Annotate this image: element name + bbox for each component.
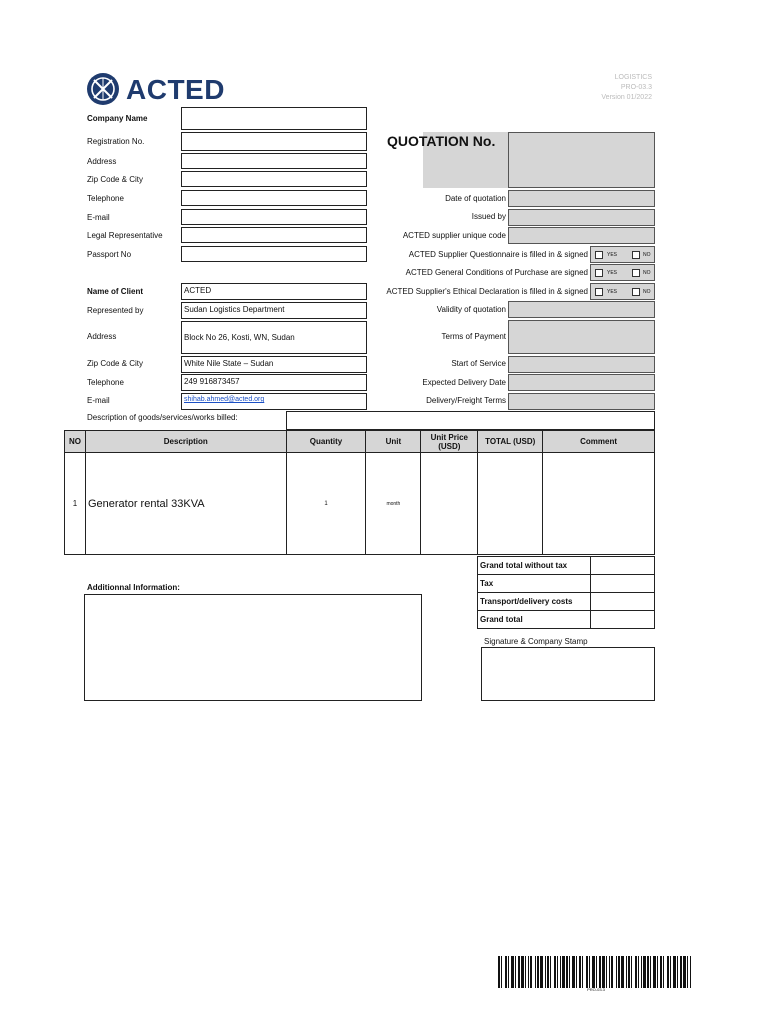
questionnaire-no-checkbox[interactable]: [632, 251, 640, 259]
issued-by-label: Issued by: [471, 212, 506, 221]
barcode-bar: [545, 956, 546, 988]
delivery-date-field[interactable]: [508, 374, 655, 391]
additional-info-field[interactable]: [84, 594, 422, 701]
barcode-bar: [554, 956, 556, 988]
doc-ref-line: PRO-03.3: [620, 84, 652, 91]
telephone-label: Telephone: [87, 194, 124, 203]
passport-field[interactable]: [181, 246, 367, 262]
payment-field[interactable]: [508, 320, 655, 354]
conditions-no-checkbox[interactable]: [632, 269, 640, 277]
delivery-date-label: Expected Delivery Date: [422, 378, 506, 387]
barcode-bar: [589, 956, 590, 988]
barcode-bar: [606, 956, 607, 988]
validity-label: Validity of quotation: [436, 305, 506, 314]
totals-row: [478, 575, 655, 593]
client-email-label: E-mail: [87, 396, 110, 405]
additional-info-label: Additionnal Information:: [87, 583, 180, 592]
barcode-bar: [683, 956, 686, 988]
barcode-bar: [569, 956, 570, 988]
passport-label: Passport No: [87, 250, 132, 259]
barcode-bar: [557, 956, 558, 988]
quotation-title: QUOTATION No.: [387, 133, 496, 149]
client-zip-label: Zip Code & City: [87, 359, 144, 368]
start-label: Start of Service: [451, 359, 506, 368]
row-comment[interactable]: [543, 453, 655, 555]
zip-city-label: Zip Code & City: [87, 175, 144, 184]
row-total[interactable]: [478, 453, 543, 555]
row-unit-price[interactable]: [421, 453, 478, 555]
client-name-field[interactable]: ACTED: [181, 283, 367, 300]
barcode-bar: [505, 956, 507, 988]
barcode: [498, 956, 694, 996]
ethical-label: ACTED Supplier's Ethical Declaration is filled in & signed: [386, 287, 588, 296]
barcode-bar: [537, 956, 539, 988]
transport-value[interactable]: [590, 593, 654, 611]
barcode-bar: [635, 956, 637, 988]
row-unit[interactable]: month: [366, 453, 421, 555]
barcode-bar: [525, 956, 526, 988]
doc-ref-line: Version 01/2022: [601, 94, 652, 101]
col-description-header: Description: [85, 431, 286, 453]
row-quantity[interactable]: 1: [286, 453, 366, 555]
no-label: NO: [643, 270, 651, 276]
barcode-bar: [508, 956, 509, 988]
barcode-bar: [687, 956, 688, 988]
client-telephone-label: Telephone: [87, 378, 124, 387]
barcode-bar: [550, 956, 551, 988]
client-telephone-field[interactable]: 249 916873457: [181, 374, 367, 391]
barcode-icon: [498, 956, 694, 988]
zip-city-field[interactable]: [181, 171, 367, 187]
barcode-bar: [650, 956, 651, 988]
totals-row: [478, 611, 655, 629]
client-email-link[interactable]: shihab.ahmed@acted.org: [184, 396, 265, 403]
col-total-header: TOTAL (USD): [478, 431, 543, 453]
yes-label: YES: [607, 270, 618, 276]
barcode-bar: [586, 956, 588, 988]
email-field[interactable]: [181, 209, 367, 225]
address-field[interactable]: [181, 153, 367, 169]
barcode-bar: [618, 956, 620, 988]
unique-code-label: ACTED supplier unique code: [402, 231, 506, 240]
barcode-bar: [609, 956, 610, 988]
col-unit-price-header: Unit Price (USD): [421, 431, 478, 453]
barcode-bar: [677, 956, 678, 988]
doc-reference: [601, 73, 652, 103]
barcode-bar: [547, 956, 549, 988]
barcode-bar: [670, 956, 671, 988]
barcode-bar: [528, 956, 529, 988]
transport-label: Transport/delivery costs: [478, 593, 591, 611]
barcode-bar: [626, 956, 627, 988]
barcode-bar: [643, 956, 646, 988]
items-table: [64, 430, 655, 555]
conditions-label: ACTED General Conditions of Purchase are signed: [405, 268, 588, 277]
barcode-bar: [628, 956, 630, 988]
barcode-bar: [660, 956, 662, 988]
barcode-bar: [535, 956, 536, 988]
barcode-bar: [690, 956, 691, 988]
yes-label: YES: [607, 289, 618, 295]
barcode-bar: [592, 956, 595, 988]
yes-label: YES: [607, 252, 618, 258]
totals-table: [477, 556, 655, 629]
company-name-label: Company Name: [87, 114, 148, 123]
barcode-bar: [566, 956, 568, 988]
email-label: E-mail: [87, 213, 110, 222]
barcode-bar: [631, 956, 632, 988]
barcode-bar: [530, 956, 532, 988]
acted-logo: [86, 72, 226, 108]
barcode-bar: [501, 956, 502, 988]
grand-total-value[interactable]: [590, 611, 654, 629]
client-email-field[interactable]: [181, 393, 367, 410]
legal-rep-field[interactable]: [181, 227, 367, 243]
acted-globe-icon: [86, 72, 120, 106]
barcode-bar: [653, 956, 656, 988]
barcode-bar: [667, 956, 669, 988]
freight-label: Delivery/Freight Terms: [426, 396, 506, 405]
goods-label: Description of goods/services/works billed:: [87, 413, 238, 422]
questionnaire-label: ACTED Supplier Questionnaire is filled in & signed: [408, 250, 588, 259]
quotation-number-field[interactable]: [508, 132, 655, 188]
barcode-bar: [621, 956, 624, 988]
tax-label: Tax: [478, 575, 591, 593]
doc-ref-line: LOGISTICS: [614, 74, 652, 81]
client-zip-field[interactable]: White Nile State – Sudan: [181, 356, 367, 373]
validity-field[interactable]: [508, 301, 655, 318]
grand-without-tax-value[interactable]: [590, 557, 654, 575]
legal-rep-label: Legal Representative: [87, 231, 163, 240]
barcode-bar: [663, 956, 664, 988]
client-address-label: Address: [87, 332, 117, 341]
grand-without-tax-label: Grand total without tax: [478, 557, 591, 575]
row-description[interactable]: Generator rental 33KVA: [85, 453, 286, 555]
signature-field[interactable]: [481, 647, 655, 701]
barcode-bar: [518, 956, 520, 988]
signature-label: Signature & Company Stamp: [484, 637, 588, 646]
grand-total-label: Grand total: [478, 611, 591, 629]
freight-field[interactable]: [508, 393, 655, 410]
conditions-yes-checkbox[interactable]: [595, 269, 603, 277]
barcode-bar: [560, 956, 561, 988]
barcode-bar: [540, 956, 543, 988]
client-address-field[interactable]: Block No 26, Kosti, WN, Sudan: [181, 321, 367, 354]
totals-row: [478, 557, 655, 575]
brand-name: ACTED: [126, 74, 225, 105]
ethical-yes-checkbox[interactable]: [595, 288, 603, 296]
col-unit-header: Unit: [366, 431, 421, 453]
company-name-field[interactable]: [181, 107, 367, 130]
barcode-bar: [596, 956, 597, 988]
represented-field[interactable]: Sudan Logistics Department: [181, 302, 367, 319]
barcode-bar: [616, 956, 617, 988]
registration-label: Registration No.: [87, 137, 145, 146]
barcode-bar: [521, 956, 524, 988]
barcode-bar: [576, 956, 577, 988]
start-field[interactable]: [508, 356, 655, 373]
barcode-bar: [657, 956, 658, 988]
barcode-bar: [599, 956, 601, 988]
unique-code-field[interactable]: [508, 227, 655, 244]
represented-label: Represented by: [87, 306, 144, 315]
barcode-bar: [515, 956, 516, 988]
items-header-row: [65, 431, 655, 453]
issued-by-field[interactable]: [508, 209, 655, 226]
no-label: NO: [643, 252, 651, 258]
date-field[interactable]: [508, 190, 655, 207]
telephone-field[interactable]: [181, 190, 367, 206]
barcode-bar: [511, 956, 514, 988]
barcode-bar: [641, 956, 642, 988]
barcode-bar: [498, 956, 500, 988]
payment-label: Terms of Payment: [441, 332, 506, 341]
col-comment-header: Comment: [543, 431, 655, 453]
col-no-header: NO: [65, 431, 86, 453]
barcode-bar: [562, 956, 565, 988]
address-label: Address: [87, 157, 117, 166]
goods-field[interactable]: [286, 411, 655, 430]
tax-value[interactable]: [590, 575, 654, 593]
barcode-bar: [673, 956, 676, 988]
barcode-bar: [582, 956, 583, 988]
barcode-bar: [638, 956, 639, 988]
no-label: NO: [643, 289, 651, 295]
ethical-no-checkbox[interactable]: [632, 288, 640, 296]
registration-field[interactable]: [181, 132, 367, 151]
barcode-bar: [572, 956, 575, 988]
barcode-bar: [579, 956, 581, 988]
barcode-bar: [647, 956, 649, 988]
client-name-label: Name of Client: [87, 287, 144, 296]
date-label: Date of quotation: [445, 194, 506, 203]
barcode-bar: [680, 956, 682, 988]
barcode-text: PRO-03.3: [587, 987, 605, 992]
barcode-bar: [611, 956, 613, 988]
questionnaire-yes-checkbox[interactable]: [595, 251, 603, 259]
col-quantity-header: Quantity: [286, 431, 366, 453]
barcode-bar: [602, 956, 605, 988]
row-no: 1: [65, 453, 86, 555]
totals-row: [478, 593, 655, 611]
table-row: [65, 453, 655, 555]
